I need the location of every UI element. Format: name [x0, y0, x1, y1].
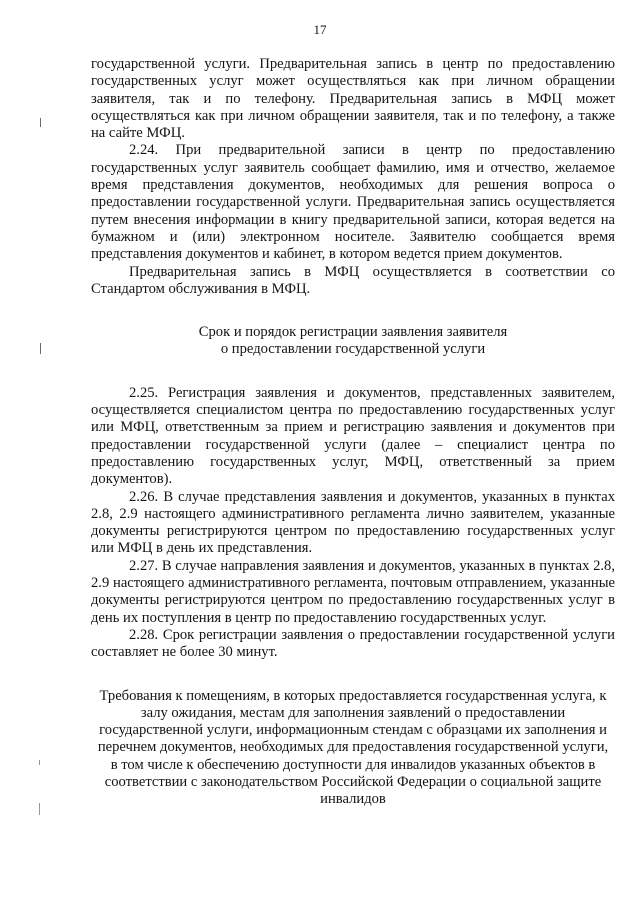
margin-mark — [40, 118, 41, 127]
margin-mark — [40, 343, 41, 354]
paragraph-2-24: 2.24. При предварительной записи в центр по предоставлению государственных услуг заявитель сообщает фамилию, имя и отчество, желаемое время представления документов, необходимых для решения вопроса о предоставлении государственной услуги. Предварительная запись осуществляется путем внесения информации в книгу предварительной записи, которая ведется на бумажном и (или) электронном носителе. Заявителю сообщается время представления документов и кабинет, в котором ведется прием документов. — [91, 142, 615, 263]
scan-speck — [39, 760, 40, 765]
paragraph-2-28: 2.28. Срок регистрации заявления о предоставлении государственной услуги составляет не более 30 минут. — [91, 626, 615, 661]
paragraph-continuation: государственной услуги. Предварительная запись в центр по предоставлению государственных услуг может осуществляться как при личном обращении заявителя, так и по телефону. Предварительная запись в МФЦ может осуществляться как при личном обращении заявителя, так и по телефону, а также на сайте МФЦ. — [91, 56, 615, 142]
section-heading-line-2: о предоставлении государственной услуги — [220, 341, 486, 358]
paragraph-2-26: 2.26. В случае представления заявления и документов, указанных в пунктах 2.8, 2.9 настоящего административного регламента лично заявителем, указанные документы регистрируются центром по предоставлению государственных услуг или МФЦ в день их представления. — [91, 488, 615, 557]
scan-speck — [39, 803, 40, 815]
paragraph-mfc-standard: Предварительная запись в МФЦ осуществляется в соответствии со Стандартом обслуживания в МФЦ. — [91, 263, 615, 297]
page-number: 17 — [313, 22, 327, 37]
document-body — [91, 56, 615, 809]
section-heading-line-1: Срок и порядок регистрации заявления заявителя — [198, 324, 508, 341]
section-heading-registration — [91, 324, 615, 359]
section-heading-premises: Требования к помещениям, в которых предоставляется государственная услуга, к залу ожидания, местам для заполнения заявлений о предоставлении государственной услуги, информационным стендам с образцами их заполнения и перечнем документов, необходимых для предоставления государственной услуги, в том числе к обеспечению доступности для инвалидов указанных объектов в соответствии с законодательством Российской Федерации о социальной защите инвалидов — [97, 687, 609, 808]
paragraph-2-25: 2.25. Регистрация заявления и документов, представленных заявителем, осуществляется специалистом центра по предоставлению государственных услуг или МФЦ, ответственным за прием и регистрацию заявления и документов при предоставлении государственной услуги (далее – специалист центра по предоставлению государственных услуг, МФЦ, ответственный за прием документов). — [91, 384, 615, 488]
paragraph-2-27: 2.27. В случае направления заявления и документов, указанных в пунктах 2.8, 2.9 настоящего административного регламента, почтовым отправлением, указанные документы регистрируются центром по предоставлению государственных услуг в день их поступления в центр по предоставлению государственных услуг. — [91, 557, 615, 626]
